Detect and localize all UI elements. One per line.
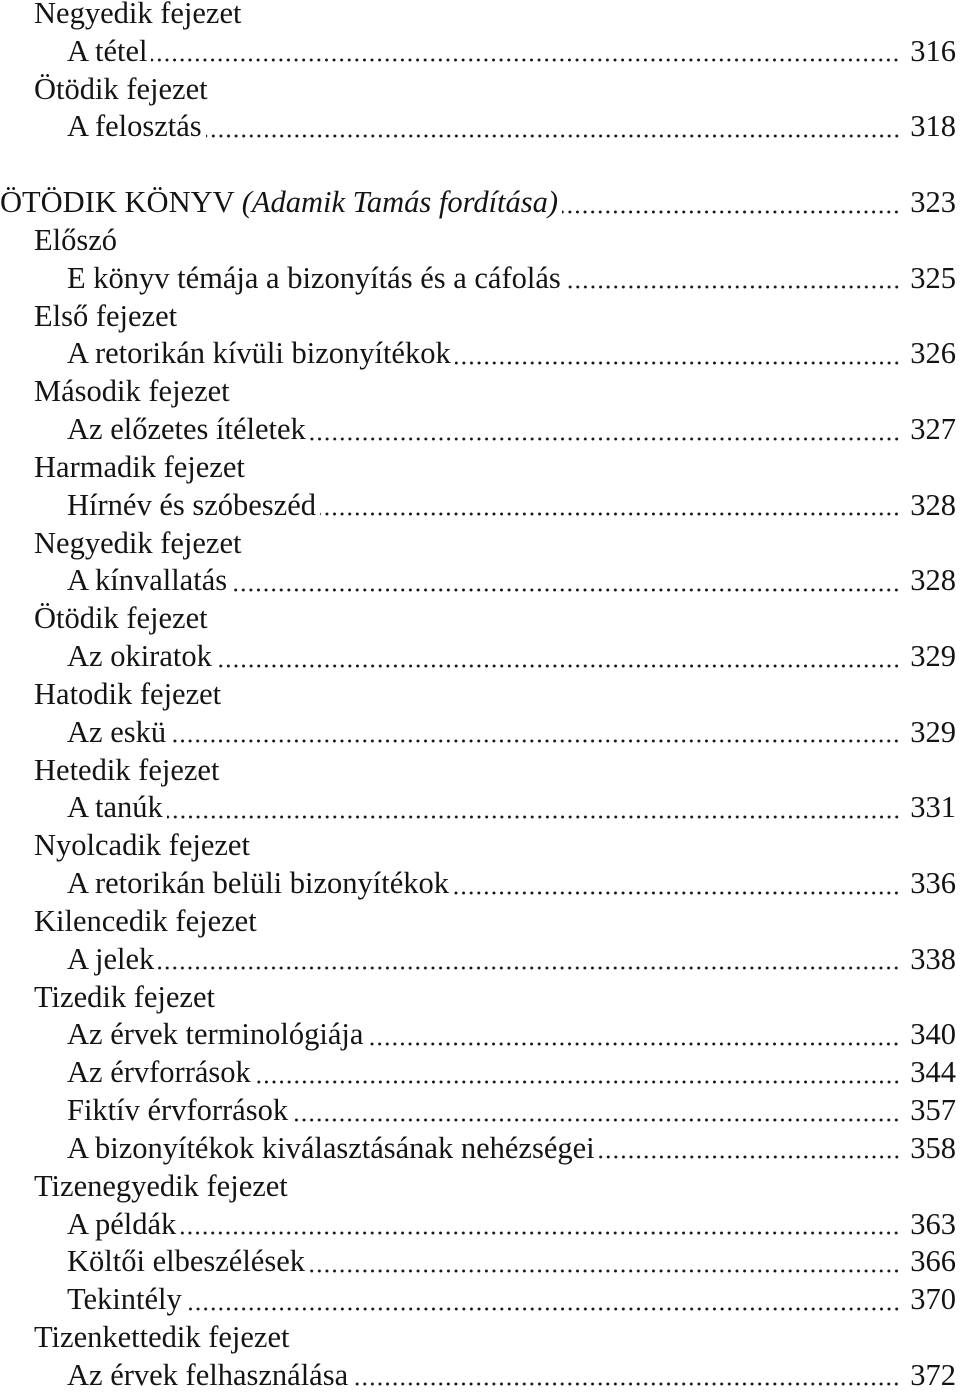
page-number: 323 bbox=[910, 185, 956, 220]
blank-line bbox=[0, 151, 956, 181]
entry-title: Fiktív érvforrások bbox=[67, 1093, 289, 1128]
toc-entry bbox=[0, 866, 956, 901]
toc-entry bbox=[0, 1055, 956, 1090]
toc-entry bbox=[0, 487, 956, 522]
chapter-heading-label: Előszó bbox=[34, 222, 118, 257]
page-number: 363 bbox=[910, 1206, 956, 1241]
chapter-heading bbox=[0, 449, 956, 484]
toc-entry bbox=[0, 714, 956, 749]
page-number: 328 bbox=[910, 487, 956, 522]
chapter-heading bbox=[0, 0, 956, 30]
chapter-heading-label: Ötödik fejezet bbox=[34, 601, 208, 636]
entry-title: A tanúk bbox=[67, 790, 163, 825]
page-number: 329 bbox=[910, 639, 956, 674]
entry-title: Az érvek felhasználása bbox=[67, 1357, 349, 1392]
toc-entry bbox=[0, 412, 956, 447]
entry-title: Költői elbeszélések bbox=[67, 1244, 305, 1279]
chapter-heading-label: Első fejezet bbox=[34, 298, 178, 333]
entry-title: Tekintély bbox=[67, 1282, 182, 1317]
entry-title: Hírnév és szóbeszéd bbox=[67, 487, 316, 522]
page-number: 316 bbox=[910, 33, 956, 68]
dot-leader bbox=[158, 946, 900, 976]
dot-leader bbox=[455, 340, 901, 370]
page-number: 329 bbox=[910, 714, 956, 749]
entry-title: A kínvallatás bbox=[67, 563, 228, 598]
chapter-heading-label: Nyolcadik fejezet bbox=[34, 828, 250, 863]
entry-title: Az érvforrások bbox=[67, 1055, 251, 1090]
dot-leader bbox=[180, 1211, 900, 1241]
page-number: 370 bbox=[910, 1282, 956, 1317]
dot-leader bbox=[562, 189, 900, 219]
chapter-heading bbox=[0, 903, 956, 938]
entry-title: A jelek bbox=[67, 941, 155, 976]
page-number: 344 bbox=[910, 1055, 956, 1090]
dot-leader bbox=[367, 1021, 900, 1051]
page-number: 357 bbox=[910, 1093, 956, 1128]
chapter-heading bbox=[0, 374, 956, 409]
entry-title: Az érvek terminológiája bbox=[67, 1017, 364, 1052]
chapter-heading-label: Negyedik fejezet bbox=[34, 525, 242, 560]
chapter-heading-label: Hatodik fejezet bbox=[34, 676, 222, 711]
chapter-heading-label: Hetedik fejezet bbox=[34, 752, 220, 787]
entry-title: A felosztás bbox=[67, 109, 202, 144]
toc-entry bbox=[0, 260, 956, 295]
dot-leader bbox=[310, 416, 900, 446]
toc-entry bbox=[0, 336, 956, 371]
entry-title: A bizonyítékok kiválasztásának nehézségei bbox=[67, 1130, 595, 1165]
dot-leader bbox=[292, 1097, 900, 1127]
page-number: 372 bbox=[910, 1357, 956, 1392]
toc-entry bbox=[0, 1357, 956, 1392]
toc-entry bbox=[0, 1282, 956, 1317]
chapter-heading bbox=[0, 1319, 956, 1354]
page-number: 326 bbox=[910, 336, 956, 371]
toc-entry bbox=[0, 33, 956, 68]
chapter-heading-label: Ötödik fejezet bbox=[34, 71, 208, 106]
page-number: 328 bbox=[910, 563, 956, 598]
dot-leader bbox=[206, 113, 901, 143]
dot-leader bbox=[309, 1248, 900, 1278]
dot-leader bbox=[231, 567, 900, 597]
toc-entry bbox=[0, 1206, 956, 1241]
page-number: 340 bbox=[910, 1017, 956, 1052]
chapter-heading bbox=[0, 298, 956, 333]
toc-entry bbox=[0, 790, 956, 825]
entry-title: E könyv témája a bizonyítás és a cáfolás bbox=[67, 260, 561, 295]
chapter-heading-label: Tizedik fejezet bbox=[34, 979, 215, 1014]
chapter-heading-label: Harmadik fejezet bbox=[34, 449, 245, 484]
chapter-heading bbox=[0, 222, 956, 257]
dot-leader bbox=[255, 1059, 900, 1089]
toc-entry bbox=[0, 639, 956, 674]
dot-leader bbox=[186, 1286, 901, 1316]
translator-note: (Adamik Tamás fordítása) bbox=[241, 185, 559, 220]
entry-title: A retorikán belüli bizonyítékok bbox=[67, 866, 450, 901]
dot-leader bbox=[170, 719, 900, 749]
chapter-heading-label: Tizenegyedik fejezet bbox=[34, 1168, 288, 1203]
dot-leader bbox=[453, 870, 900, 900]
toc-entry bbox=[0, 1093, 956, 1128]
dot-leader bbox=[565, 265, 901, 295]
dot-leader bbox=[599, 1135, 901, 1165]
page-number: 338 bbox=[910, 941, 956, 976]
chapter-heading bbox=[0, 828, 956, 863]
chapter-heading bbox=[0, 979, 956, 1014]
toc-entry bbox=[0, 109, 956, 144]
toc-entry bbox=[0, 941, 956, 976]
page-number: 331 bbox=[910, 790, 956, 825]
chapter-heading bbox=[0, 752, 956, 787]
chapter-heading-label: Kilencedik fejezet bbox=[34, 903, 257, 938]
chapter-heading bbox=[0, 1168, 956, 1203]
chapter-heading bbox=[0, 525, 956, 560]
page-number: 325 bbox=[910, 260, 956, 295]
chapter-heading-label: Második fejezet bbox=[34, 374, 230, 409]
toc-entry bbox=[0, 1130, 956, 1165]
page-number: 327 bbox=[910, 412, 956, 447]
book-title: ÖTÖDIK KÖNYV bbox=[0, 185, 235, 220]
dot-leader bbox=[352, 1362, 900, 1392]
entry-title: A tétel bbox=[67, 33, 148, 68]
toc-entry bbox=[0, 1017, 956, 1052]
toc-entry bbox=[0, 1244, 956, 1279]
book-heading bbox=[0, 185, 956, 220]
entry-title: A példák bbox=[67, 1206, 177, 1241]
book-heading-label bbox=[0, 185, 559, 220]
chapter-heading-label: Negyedik fejezet bbox=[34, 0, 242, 30]
toc-entry bbox=[0, 563, 956, 598]
page-number: 336 bbox=[910, 866, 956, 901]
chapter-heading bbox=[0, 71, 956, 106]
entry-title: Az eskü bbox=[67, 714, 167, 749]
dot-leader bbox=[320, 492, 900, 522]
dot-leader bbox=[216, 643, 900, 673]
entry-title: Az okiratok bbox=[67, 639, 212, 674]
chapter-heading bbox=[0, 601, 956, 636]
entry-title: Az előzetes ítéletek bbox=[67, 412, 306, 447]
page-number: 318 bbox=[910, 109, 956, 144]
entry-title: A retorikán kívüli bizonyítékok bbox=[67, 336, 451, 371]
chapter-heading-label: Tizenkettedik fejezet bbox=[34, 1319, 290, 1354]
dot-leader bbox=[167, 794, 901, 824]
chapter-heading bbox=[0, 676, 956, 711]
page-number: 358 bbox=[910, 1130, 956, 1165]
dot-leader bbox=[151, 38, 900, 68]
page-number: 366 bbox=[910, 1244, 956, 1279]
